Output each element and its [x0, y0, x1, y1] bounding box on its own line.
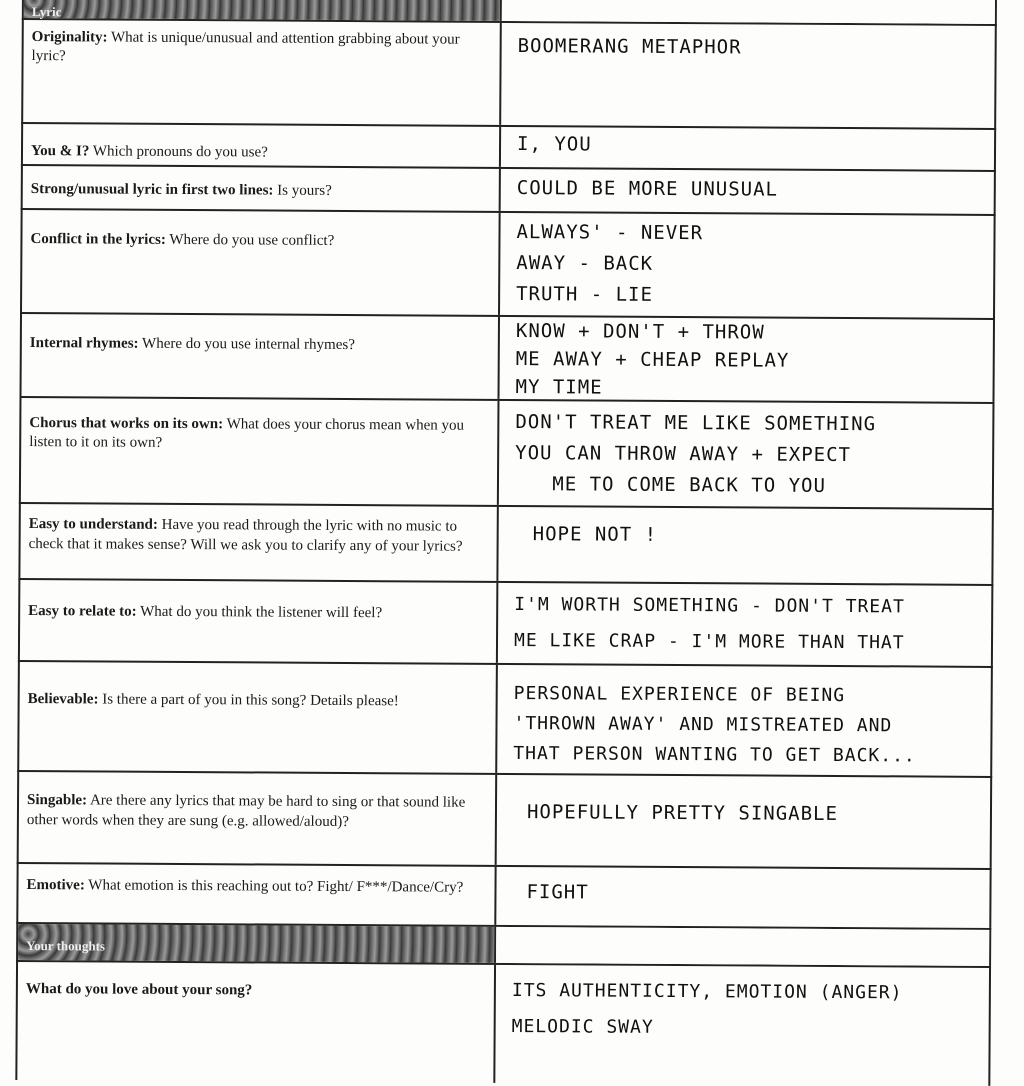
handwritten-answer: BOOMERANG METAPHOR	[501, 23, 995, 128]
question-text: What does your chorus mean when you listen to it on its own?	[29, 416, 464, 451]
question-title: Easy to relate to:	[28, 603, 137, 620]
form-row	[21, 18, 997, 128]
form-row	[20, 312, 995, 402]
question-title: Strong/unusual lyric in first two lines:	[31, 181, 274, 198]
handwritten-answer: HOPE NOT !	[498, 507, 991, 584]
handwritten-answer: I'M WORTH SOMETHING - DON'T TREAT ME LIKE CRAP - I'M MORE THAN THAT	[498, 583, 991, 666]
handwritten-answer: HOPEFULLY PRETTY SINGABLE	[497, 775, 991, 868]
handwritten-answer: I, YOU	[501, 127, 994, 170]
question-title: Believable:	[28, 691, 99, 707]
question-cell	[19, 662, 498, 773]
question-title: Chorus that works on its own:	[29, 415, 223, 432]
question-title: Emotive:	[26, 877, 84, 893]
question-cell	[22, 210, 501, 315]
question-cell	[21, 398, 500, 505]
handwritten-answer: FIGHT	[496, 867, 989, 928]
question-cell	[23, 166, 501, 211]
question-cell	[20, 504, 498, 581]
section-header-your-thoughts	[16, 922, 991, 966]
question-cell	[17, 962, 496, 1083]
handwritten-answer: ALWAYS' - NEVER AWAY - BACK TRUTH - LIE	[500, 213, 994, 318]
question-cell	[23, 20, 502, 125]
question-text: Where do you use conflict?	[166, 232, 335, 249]
form-row	[17, 660, 993, 776]
question-cell	[19, 772, 498, 865]
question-cell	[23, 124, 501, 167]
form-row	[18, 502, 993, 584]
section-title: Your thoughts	[18, 924, 496, 963]
section-title: Lyric	[24, 0, 502, 21]
question-title: Easy to understand:	[29, 516, 158, 533]
handwritten-answer: KNOW + DON'T + THROW ME AWAY + CHEAP REPLAY MY TIME	[499, 317, 992, 402]
handwritten-answer: COULD BE MORE UNUSUAL	[501, 169, 994, 214]
form-row	[17, 770, 993, 868]
question-text: Is yours?	[273, 183, 331, 199]
form-row	[19, 396, 995, 508]
question-title: Originality:	[32, 29, 108, 45]
question-text: Have you read through the lyric with no music to check that it makes sense? Will we ask you to clarify any of your lyrics?	[29, 517, 463, 555]
handwritten-answer: ITS AUTHENTICITY, EMOTION (ANGER) MELODIC SWAY	[495, 965, 989, 1086]
form-row	[15, 960, 991, 1086]
question-title: Internal rhymes:	[30, 335, 139, 352]
question-cell	[20, 580, 498, 663]
form-row	[16, 862, 991, 928]
form-row	[20, 208, 996, 318]
question-text: What is unique/unusual and attention grabbing about your lyric?	[32, 30, 460, 65]
question-title: Conflict in the lyrics:	[30, 231, 166, 248]
form-row	[18, 578, 993, 666]
question-text: What do you think the listener will feel?	[137, 604, 383, 621]
form-row	[21, 122, 996, 170]
question-title: Singable:	[27, 792, 87, 808]
handwritten-answer: PERSONAL EXPERIENCE OF BEING 'THROWN AWAY' AND MISTREATED AND THAT PERSON WANTING TO GET BACK...	[497, 665, 991, 776]
question-text: What emotion is this reaching out to? Fight/ F***/Dance/Cry?	[85, 877, 464, 895]
question-cell	[18, 864, 496, 925]
lyric-review-form	[15, 0, 997, 1086]
question-text: Is there a part of you in this song? Details please!	[98, 691, 398, 709]
question-title: You & I?	[31, 143, 89, 159]
question-title: What do you love about your song?	[26, 981, 253, 998]
handwritten-answer: DON'T TREAT ME LIKE SOMETHING YOU CAN THROW AWAY + EXPECT ME TO COME BACK TO YOU	[499, 401, 993, 508]
question-text: Where do you use internal rhymes?	[139, 336, 355, 353]
form-row	[21, 164, 996, 214]
question-cell	[22, 314, 500, 399]
question-text: Which pronouns do you use?	[89, 143, 268, 160]
question-text: Are there any lyrics that may be hard to sing or that sound like other words when they are sung (e.g. allowed/aloud)?	[27, 792, 465, 830]
